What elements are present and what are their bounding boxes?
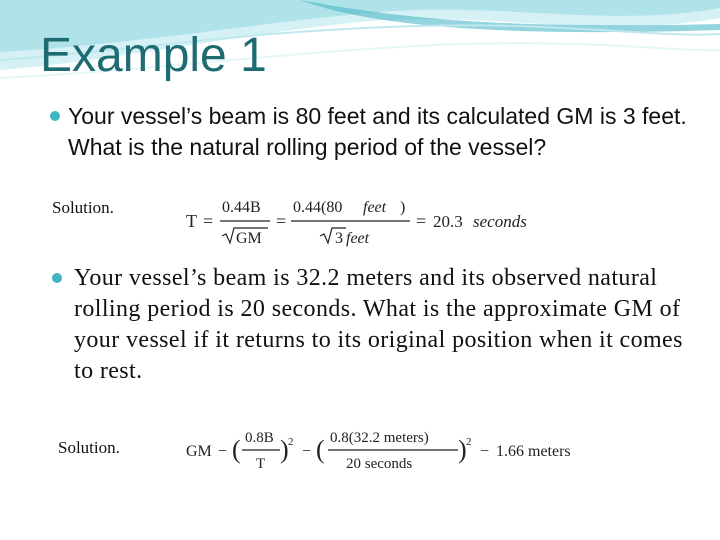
eq2-paren-close-2: ) xyxy=(458,435,467,464)
eq1-result-value: 20.3 xyxy=(433,212,463,231)
eq1-frac2-num-coef: 0.44(80 xyxy=(293,199,343,216)
eq2-frac2-numerator: 0.8(32.2 meters) xyxy=(330,430,429,446)
eq2-frac2-denominator: 20 seconds xyxy=(346,456,413,472)
eq2-result: 1.66 meters xyxy=(496,443,571,460)
bullet-2-marker xyxy=(52,273,62,283)
eq2-minus-1: − xyxy=(218,443,228,460)
question-1-text: Your vessel’s beam is 80 feet and its calculated GM is 3 feet. What is the natural rolling period of the vessel? xyxy=(68,103,687,160)
eq2-exponent-1: 2 xyxy=(288,436,294,448)
eq1-frac2-den-unit: feet xyxy=(346,230,370,247)
eq2-frac1-numerator: 0.8B xyxy=(245,430,274,446)
eq2-paren-open-2: ( xyxy=(316,435,325,464)
eq1-equals-3: = xyxy=(416,211,427,231)
eq2-exponent-2: 2 xyxy=(466,436,472,448)
equation-metacentric-height xyxy=(180,423,600,477)
eq1-frac1-radicand: GM xyxy=(236,230,262,247)
eq2-minus-3: − xyxy=(480,443,490,460)
eq1-equals-1: = xyxy=(203,211,214,231)
eq2-frac1-denominator: T xyxy=(256,456,266,472)
eq1-frac2-radicand: 3 xyxy=(335,230,343,247)
eq2-minus-2: − xyxy=(302,443,312,460)
eq2-paren-close-1: ) xyxy=(280,435,289,464)
bullet-1-marker xyxy=(50,111,60,121)
eq2-paren-open-1: ( xyxy=(232,435,241,464)
slide-title: Example 1 xyxy=(40,29,267,82)
question-2-text: Your vessel’s beam is 32.2 meters and its observed natural rolling period is 20 seconds. What is the approximate GM of your vessel if it returns to its original position when it comes to rest. xyxy=(74,265,683,384)
eq1-equals-2: = xyxy=(276,211,287,231)
equation-rolling-period xyxy=(180,190,560,250)
solution-2-label: Solution. xyxy=(58,438,120,457)
solution-1-label: Solution. xyxy=(52,198,114,217)
eq1-frac2-num-unit: feet xyxy=(363,199,387,216)
eq2-lhs: GM xyxy=(186,443,212,460)
eq1-lhs: T xyxy=(186,211,197,231)
eq1-frac2-num-close: ) xyxy=(400,199,406,216)
eq1-result-unit: seconds xyxy=(473,212,527,231)
eq1-frac1-numerator: 0.44B xyxy=(222,199,261,216)
